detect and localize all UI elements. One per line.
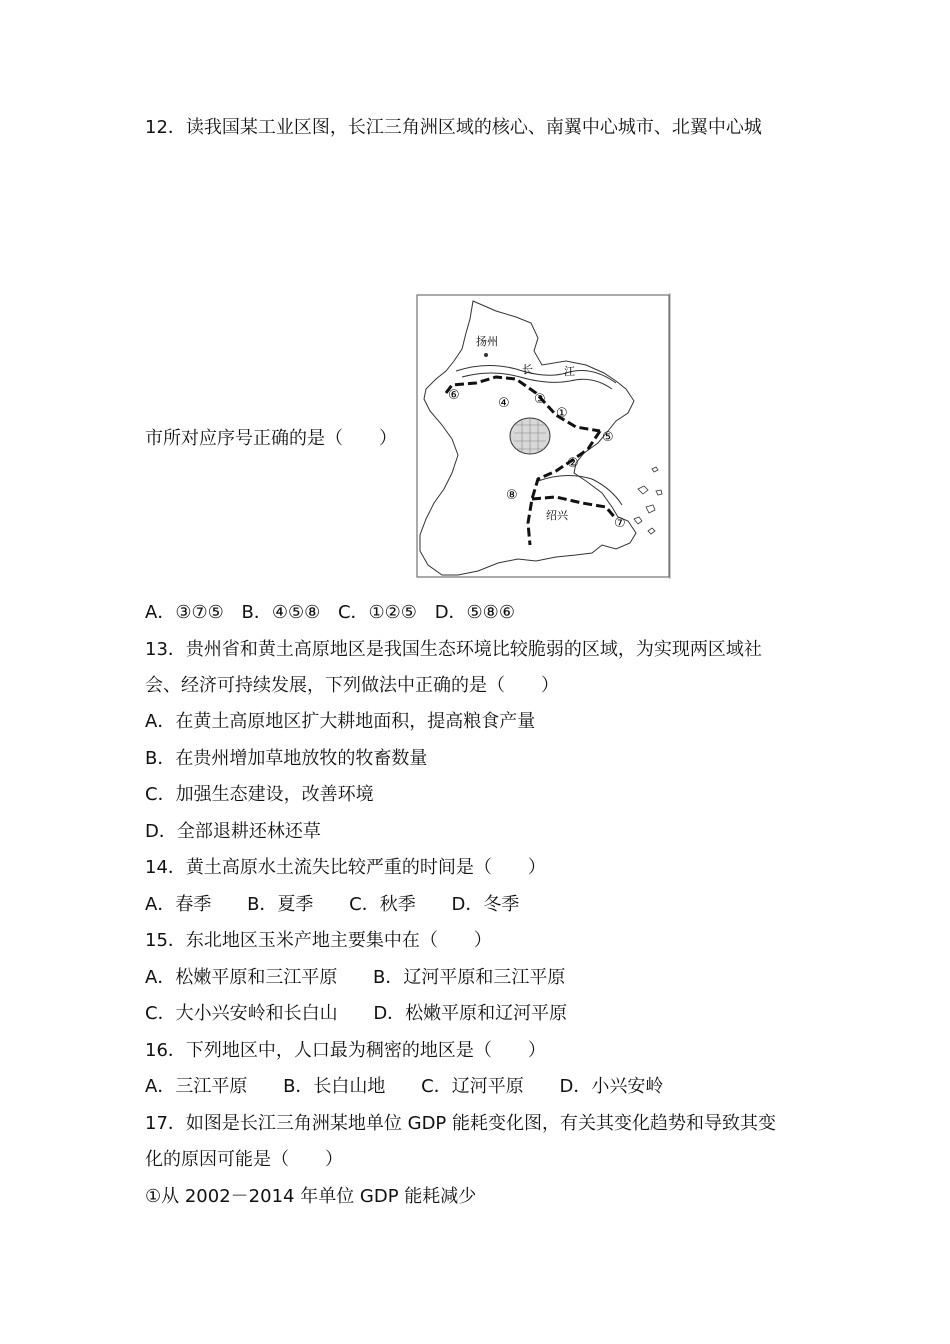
marker-3: ③ [534,392,546,407]
marker-6: ⑥ [448,388,460,403]
q13-option-d[interactable]: D．全部退耕还林还草 [145,821,321,842]
q14-option-d[interactable]: D．冬季 [451,894,520,915]
marker-7: ⑦ [614,516,626,531]
q14-option-a[interactable]: A．春季 [145,894,212,915]
q15-stem: 15．东北地区玉米产地主要集中在（ ） [145,930,492,951]
marker-2: ② [567,456,579,471]
label-jiang: 江 [564,365,575,378]
marker-4: ④ [498,396,510,411]
q13-stem-line2: 会、经济可持续发展，下列做法中正确的是（ ） [145,675,559,696]
q17-stem-line2: 化的原因可能是（ ） [145,1149,343,1170]
q12-stem-line2: 市所对应序号正确的是（ ） [145,428,397,449]
q13-option-a[interactable]: A．在黄土高原地区扩大耕地面积，提高粮食产量 [145,711,536,732]
q16-option-d[interactable]: D．小兴安岭 [559,1076,664,1097]
q14-option-c[interactable]: C．秋季 [349,894,416,915]
q12-option-c[interactable]: C．①②⑤ [337,602,417,623]
yangtze-delta-map [416,293,672,579]
q14-options [145,893,519,917]
label-yangzhou: 扬州 [476,335,498,348]
q13-option-b[interactable]: B．在贵州增加草地放牧的牧畜数量 [145,748,428,769]
label-shaoxing: 绍兴 [546,509,568,522]
q12-option-a[interactable]: A．③⑦⑤ [145,602,224,623]
marker-8: ⑧ [506,488,518,503]
q13-stem-line1: 13．贵州省和黄土高原地区是我国生态环境比较脆弱的区域，为实现两区域社 [145,639,762,660]
q12-options [145,601,515,625]
q17-item-1: ①从 2002－2014 年单位 GDP 能耗减少 [145,1186,477,1207]
hangzhou-bay [538,475,622,505]
q15-option-c[interactable]: C．大小兴安岭和长白山 [145,1003,338,1024]
q16-option-b[interactable]: B．长白山地 [283,1076,386,1097]
q16-stem: 16．下列地区中，人口最为稠密的地区是（ ） [145,1040,546,1061]
railway-east [532,497,616,519]
q12-option-d[interactable]: D．⑤⑧⑥ [434,602,515,623]
q13-option-c[interactable]: C．加强生态建设，改善环境 [145,784,374,805]
q16-option-c[interactable]: C．辽河平原 [421,1076,524,1097]
q14-option-b[interactable]: B．夏季 [247,894,314,915]
q15-option-a[interactable]: A．松嫩平原和三江平原 [145,967,338,988]
q16-option-a[interactable]: A．三江平原 [145,1076,248,1097]
marker-1: ① [556,406,568,421]
q15-options-row2 [145,1002,567,1026]
q12-option-b[interactable]: B．④⑤⑧ [241,602,321,623]
label-chang: 长 [522,363,533,376]
q16-options [145,1075,663,1099]
q15-option-b[interactable]: B．辽河平原和三江平原 [373,967,566,988]
q15-option-d[interactable]: D．松嫩平原和辽河平原 [373,1003,568,1024]
marker-5: ⑤ [602,430,614,445]
q17-stem-line1: 17．如图是长江三角洲某地单位 GDP 能耗变化图，有关其变化趋势和导致其变 [145,1113,777,1134]
q14-stem: 14．黄土高原水土流失比较严重的时间是（ ） [145,857,546,878]
q15-options-row1 [145,966,565,990]
q12-stem-line1: 12．读我国某工业区图，长江三角洲区域的核心、南翼中心城市、北翼中心城 [145,117,762,138]
